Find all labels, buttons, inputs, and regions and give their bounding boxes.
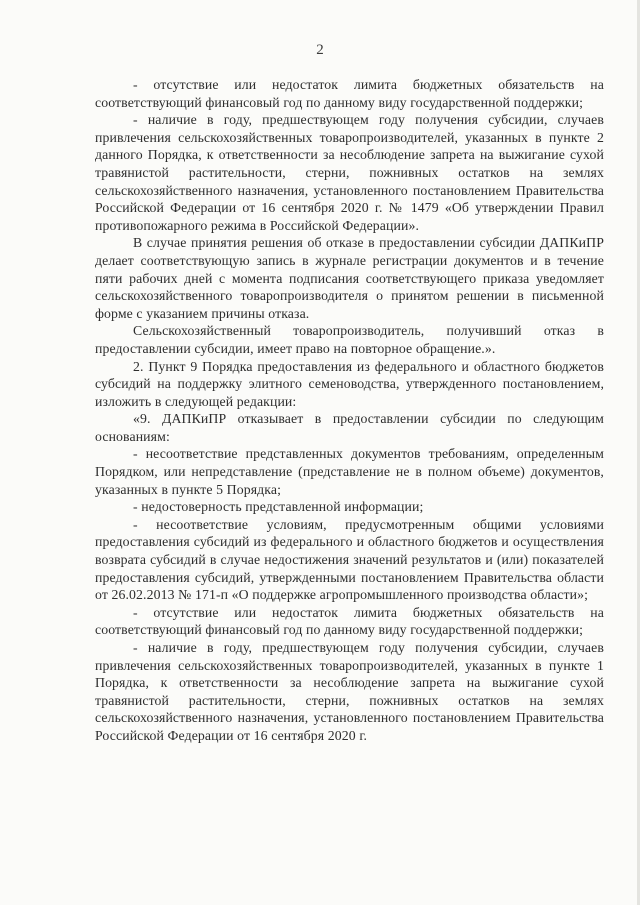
paragraph-documents-mismatch: - несоответствие представленных документов требованиям, определенным Порядком, или непредставление (представление не в полном объеме) документов, указанных в пункте 5 Порядка;: [95, 446, 604, 497]
paragraph-refusal-notice: В случае принятия решения об отказе в предоставлении субсидии ДАПКиПР делает соответствующую запись в журнале регистрации документов и в течение пяти рабочих дней с момента подписания соответствующего приказа уведомляет сельскохозяйственного товаропроизводителя о принятом решении в письменной форме с указанием причины отказа.: [95, 235, 604, 321]
paragraph-false-information: - недостоверность представленной информации;: [133, 499, 424, 515]
paragraph-item-2: 2. Пункт 9 Порядка предоставления из федерального и областного бюджетов субсидий на поддержку элитного семеноводства, утвержденного постановлением, изложить в следующей редакции:: [95, 358, 604, 409]
paragraph-general-conditions: - несоответствие условиям, предусмотренным общими условиями предоставления субсидий из федерального и областного бюджетов и осуществления возврата субсидий в случае недостижения значений результатов и (или) показателей предоставления субсидий, утвержденными постановлением Правительства области от 26.02.2013 № 171-п «О поддержке агропромышленного производства области»;: [95, 516, 604, 603]
page-number: 2: [316, 42, 324, 58]
paragraph-budget-limit: - отсутствие или недостаток лимита бюджетных обязательств на соответствующий финансовый год по данному виду государственной поддержки;: [95, 77, 604, 110]
document-body: [95, 76, 604, 745]
paragraph-burning-violation: - наличие в году, предшествующем году получения субсидии, случаев привлечения сельскохозяйственных товаропроизводителей, указанных в пункте 2 данного Порядка, к ответственности за несоблюдение запрета на выжигание сухой травянистой растительности, стерни, пожнивных остатков на землях сельскохозяйственного назначения, установленного постановлением Правительства Российской Федерации от 16 сентября 2020 г. № 1479 «Об утверждении Правил противопожарного режима в Российской Федерации».: [95, 112, 604, 233]
paragraph-item-9-intro: «9. ДАПКиПР отказывает в предоставлении субсидии по следующим основаниям:: [95, 411, 604, 444]
paragraph-repeat-application: Сельскохозяйственный товаропроизводитель, получивший отказ в предоставлении субсидии, имеет право на повторное обращение.».: [95, 323, 604, 356]
paragraph-burning-violation-2: - наличие в году, предшествующем году получения субсидии, случаев привлечения сельскохозяйственных товаропроизводителей, указанных в пункте 1 Порядка, к ответственности за несоблюдение запрета на выжигание сухой травянистой растительности, стерни, пожнивных остатков на землях сельскохозяйственного назначения, установленного постановлением Правительства Российской Федерации от 16 сентября 2020 г.: [95, 640, 604, 743]
paragraph-budget-limit-2: - отсутствие или недостаток лимита бюджетных обязательств на соответствующий финансовый год по данному виду государственной поддержки;: [95, 604, 604, 638]
